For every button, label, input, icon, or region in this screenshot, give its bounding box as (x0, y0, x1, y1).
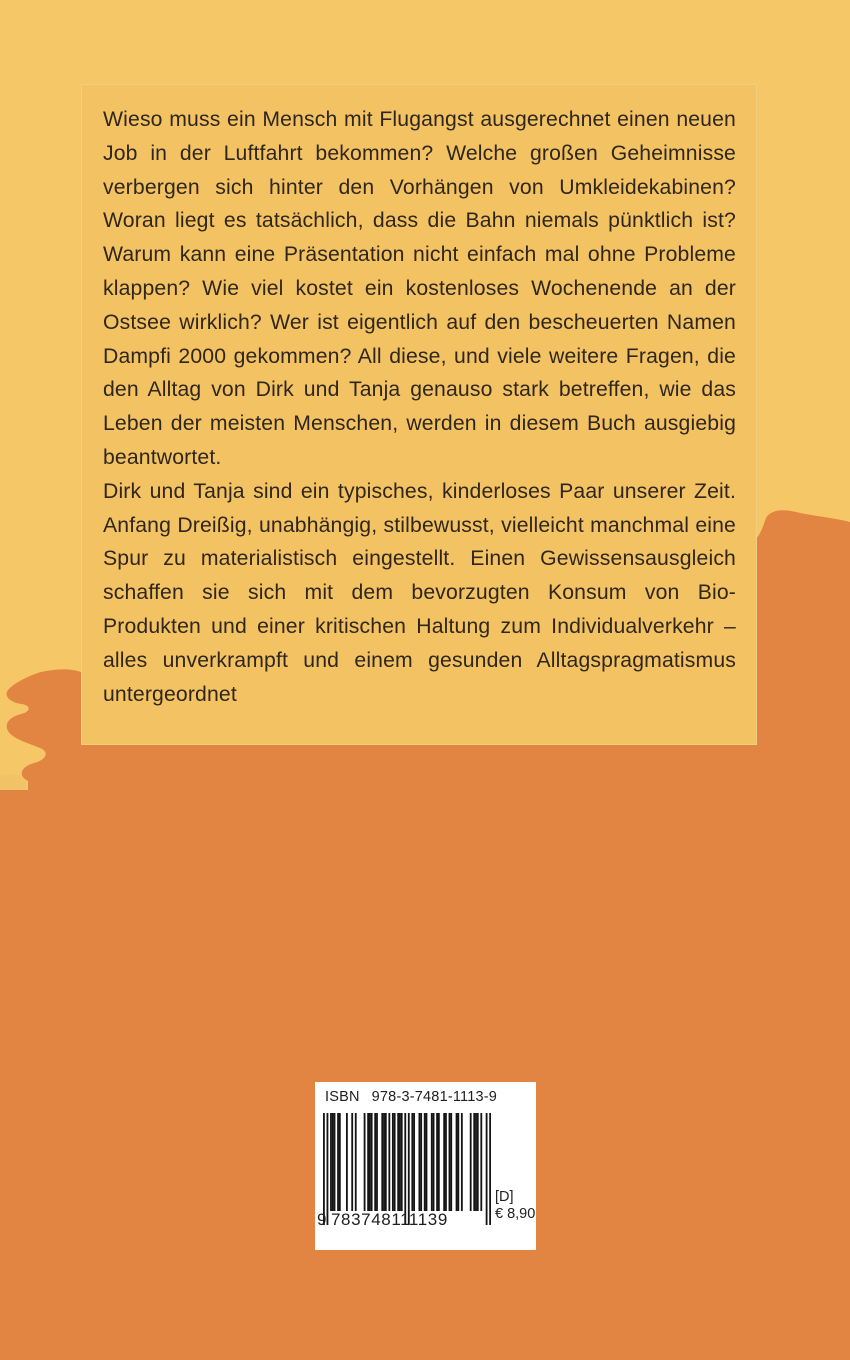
barcode-bar (364, 1113, 366, 1211)
barcode-bar (445, 1113, 447, 1211)
price-block (495, 1189, 535, 1223)
barcode-bar (385, 1113, 387, 1211)
barcode-bar (411, 1113, 413, 1211)
barcode-bar (323, 1113, 325, 1225)
barcode-bar (337, 1113, 339, 1211)
barcode-bar (438, 1113, 440, 1211)
barcode-bar (374, 1113, 376, 1211)
barcode-bar (456, 1113, 458, 1211)
barcode-bar (418, 1113, 420, 1211)
isbn-number: 978-3-7481-1113-9 (371, 1089, 498, 1105)
barcode-bar (431, 1113, 433, 1211)
country-code: [D] (495, 1189, 514, 1205)
barcode-bar (486, 1113, 488, 1225)
barcode-bar (399, 1113, 401, 1211)
blurb-paragraph-2: Dirk und Tanja sind ein typisches, kinderloses Paar unserer Zeit. Anfang Dreißig, unabhängig, stilbewusst, vielleicht manchmal eine Spur zu materialistisch eingestellt. Einen Gewissensausgleich schaffen sie sich mit dem bevorzugten Konsum von Bio-Produkten und einer kritischen Haltung zum Individualverkehr – alles unverkrampft und einem gesunden Alltagspragmatismus untergeordnet (103, 479, 736, 706)
barcode-bar (383, 1113, 385, 1211)
barcode-bar (346, 1113, 348, 1211)
barcode-bar (470, 1113, 472, 1211)
barcode-bar (408, 1113, 410, 1225)
blurb-text-box (81, 84, 757, 745)
barcode-bar (424, 1113, 426, 1211)
barcode-bar (397, 1113, 399, 1211)
barcode-bar (433, 1113, 435, 1211)
barcode-bar (426, 1113, 428, 1211)
barcode-bar (371, 1113, 373, 1211)
barcode-bar (413, 1113, 415, 1211)
barcode-bar (457, 1113, 459, 1211)
barcode-bar (351, 1113, 353, 1211)
barcode-bar (334, 1113, 336, 1211)
barcode-bar (480, 1113, 482, 1211)
ean-digits: 783748111139 (331, 1210, 448, 1229)
barcode-bar (477, 1113, 479, 1211)
barcode-bar (436, 1113, 438, 1211)
barcode-bar (420, 1113, 422, 1211)
barcode-bar (381, 1113, 383, 1211)
price: € 8,90 (495, 1206, 536, 1222)
barcode-bar (332, 1113, 334, 1211)
isbn-line (325, 1089, 497, 1105)
isbn-barcode-label (315, 1082, 536, 1250)
blurb-paragraph-1: Wieso muss ein Mensch mit Flugangst ausgerechnet einen neuen Job in der Luftfahrt bekommen? Welche großen Geheimnisse verbergen sich hinter den Vorhängen von Umkleidekabinen? Woran liegt es tatsächlich, dass die Bahn niemals pünktlich ist? Warum kann eine Präsentation nicht einfach mal ohne Probleme klappen? Wie viel kostet ein kostenloses Wochenende an der Ostsee wirklich? Wer ist eigentlich auf den bescheuerten Namen Dampfi 2000 gekommen? All diese, und viele weitere Fragen, die den Alltag von Dirk und Tanja genauso stark betreffen, wie das Leben der meisten Menschen, werden in diesem Buch ausgiebig beantwortet. (103, 108, 736, 469)
barcode-bar (392, 1113, 394, 1211)
barcode-bar (449, 1113, 451, 1211)
barcode-bar (473, 1113, 475, 1211)
barcode-bar (376, 1113, 378, 1211)
barcode-bar (461, 1113, 463, 1211)
barcode-bar (443, 1113, 445, 1211)
barcode-bar (475, 1113, 477, 1211)
barcode-bar (367, 1113, 369, 1211)
barcode-bar (339, 1113, 341, 1211)
barcode-bar (489, 1113, 491, 1225)
ean-first-digit: 9 (317, 1210, 327, 1229)
barcode-bar (450, 1113, 452, 1211)
barcode-bar (330, 1113, 332, 1211)
barcode-bar (404, 1113, 406, 1225)
barcode-bar (355, 1113, 357, 1211)
barcode-bar (327, 1113, 329, 1225)
barcode-bar (394, 1113, 396, 1211)
isbn-label: ISBN (325, 1089, 360, 1105)
barcode-bar (369, 1113, 371, 1211)
barcode-bar (401, 1113, 403, 1211)
barcode-bar (388, 1113, 390, 1211)
